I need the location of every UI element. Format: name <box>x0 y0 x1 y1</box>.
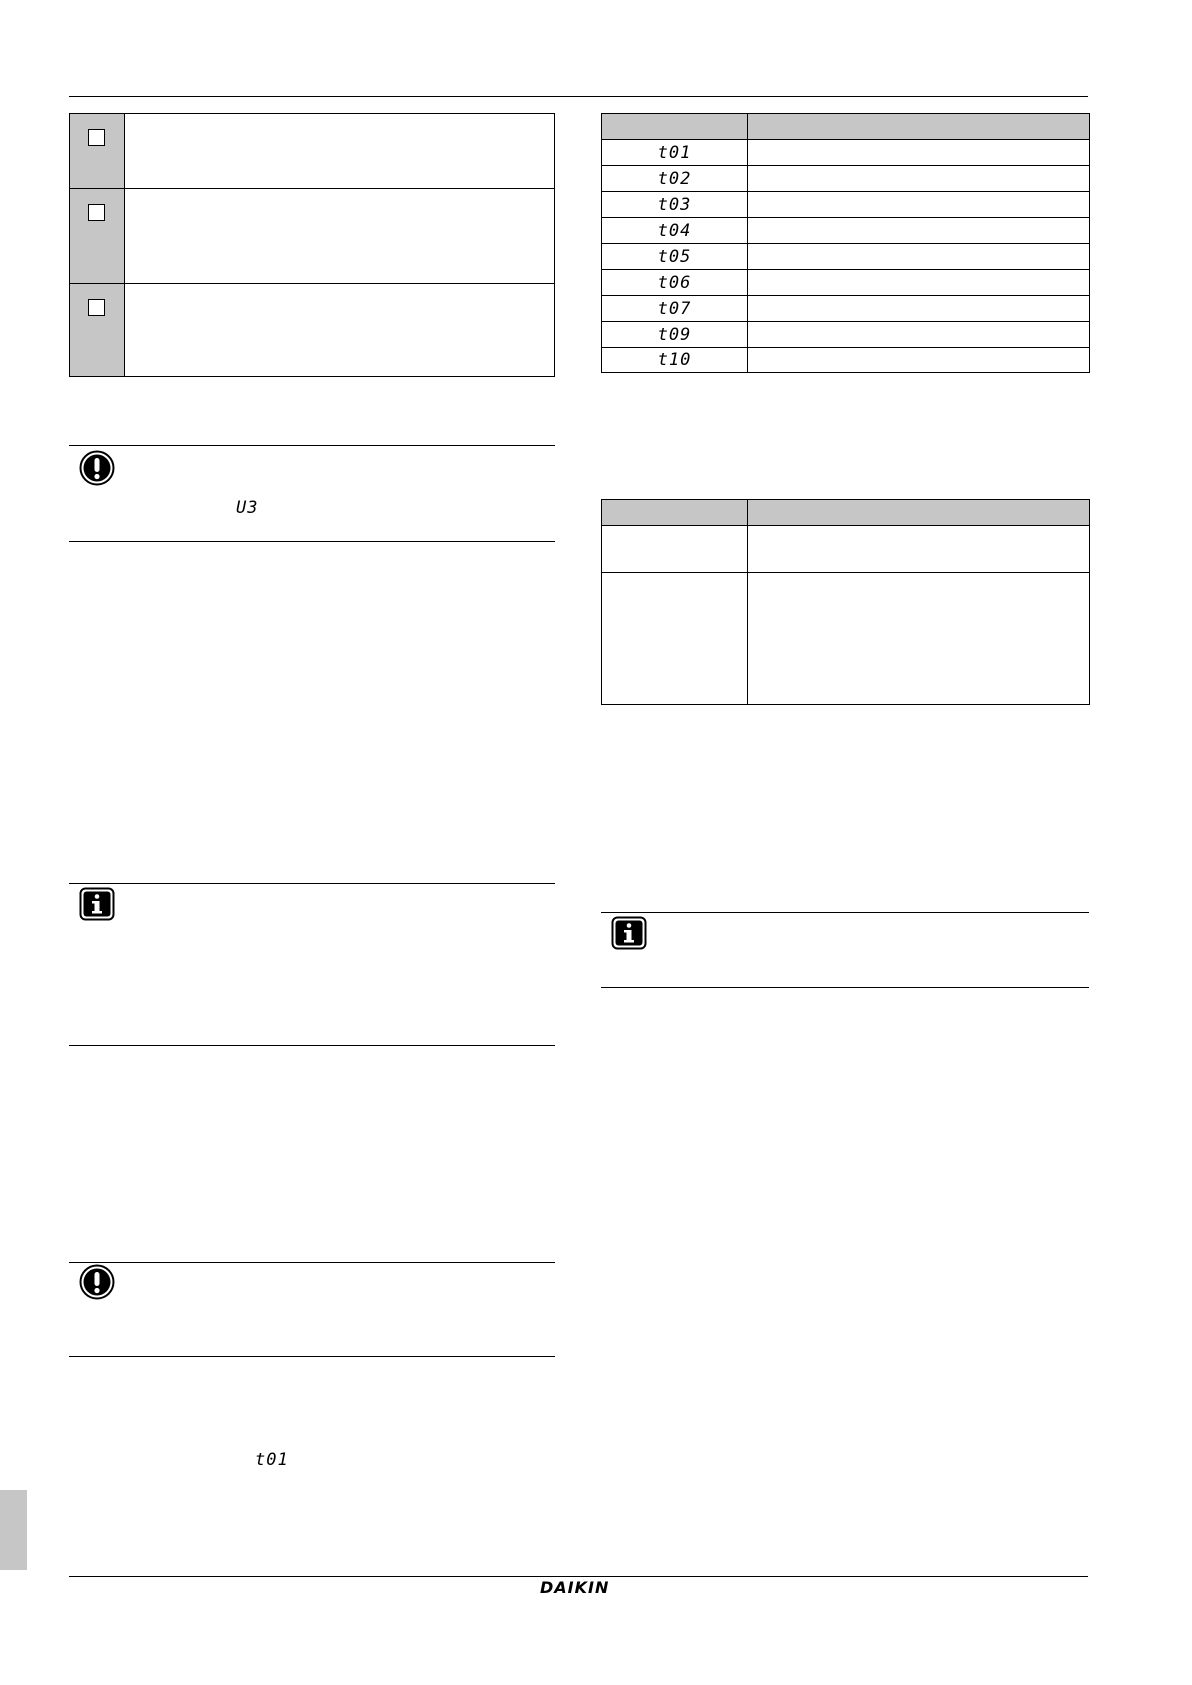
checklist-checkbox-cell <box>70 189 125 283</box>
table-row <box>602 526 1090 573</box>
test-codes-table <box>601 113 1090 373</box>
checkbox[interactable] <box>88 204 105 221</box>
info-icon <box>611 916 647 950</box>
table-row <box>602 218 1090 244</box>
table-row <box>602 296 1090 322</box>
test-description <box>748 270 1090 296</box>
error-code-display: U3 <box>236 498 259 518</box>
step-code-display: t01 <box>255 1450 289 1470</box>
table-header <box>602 500 748 526</box>
table-row <box>602 166 1090 192</box>
checkbox[interactable] <box>88 129 105 146</box>
checklist-checkbox-cell <box>70 114 125 188</box>
table-row <box>602 573 1090 705</box>
table-cell <box>748 573 1090 705</box>
test-description <box>748 166 1090 192</box>
table-row <box>602 270 1090 296</box>
checklist-table <box>69 113 555 377</box>
checklist-checkbox-cell <box>70 284 125 376</box>
checkbox[interactable] <box>88 299 105 316</box>
checklist-row <box>70 284 554 376</box>
test-code: t03 <box>602 192 748 218</box>
notice-rule <box>601 912 1089 913</box>
table-header <box>748 500 1090 526</box>
notice-rule <box>69 445 555 446</box>
table-header <box>748 114 1090 140</box>
warning-icon <box>79 450 115 486</box>
daikin-logo: DAIKIN <box>540 1578 610 1597</box>
test-description <box>748 348 1090 373</box>
test-description <box>748 244 1090 270</box>
table-row <box>602 192 1090 218</box>
table-cell <box>748 526 1090 573</box>
test-code: t06 <box>602 270 748 296</box>
test-code: t04 <box>602 218 748 244</box>
notice-rule <box>69 883 555 884</box>
table-cell <box>602 573 748 705</box>
table-header <box>602 114 748 140</box>
test-code: t01 <box>602 140 748 166</box>
footer-rule <box>69 1576 1088 1577</box>
test-code: t10 <box>602 348 748 373</box>
test-description <box>748 140 1090 166</box>
header-rule <box>69 96 1088 97</box>
notice-rule <box>69 541 555 542</box>
test-description <box>748 218 1090 244</box>
side-tab <box>0 1490 27 1570</box>
test-code: t05 <box>602 244 748 270</box>
test-code: t02 <box>602 166 748 192</box>
table-cell <box>602 526 748 573</box>
notice-rule <box>69 1356 555 1357</box>
test-code: t09 <box>602 322 748 348</box>
checklist-row <box>70 114 554 189</box>
test-description <box>748 192 1090 218</box>
table-row <box>602 322 1090 348</box>
checklist-row <box>70 189 554 284</box>
notice-rule <box>69 1262 555 1263</box>
table-row <box>602 348 1090 373</box>
table-row <box>602 244 1090 270</box>
table-row <box>602 140 1090 166</box>
info-icon <box>79 887 115 921</box>
test-code: t07 <box>602 296 748 322</box>
warning-icon <box>79 1264 115 1300</box>
test-description <box>748 296 1090 322</box>
test-description <box>748 322 1090 348</box>
notice-rule <box>601 987 1089 988</box>
notice-rule <box>69 1045 555 1046</box>
second-table <box>601 499 1090 705</box>
